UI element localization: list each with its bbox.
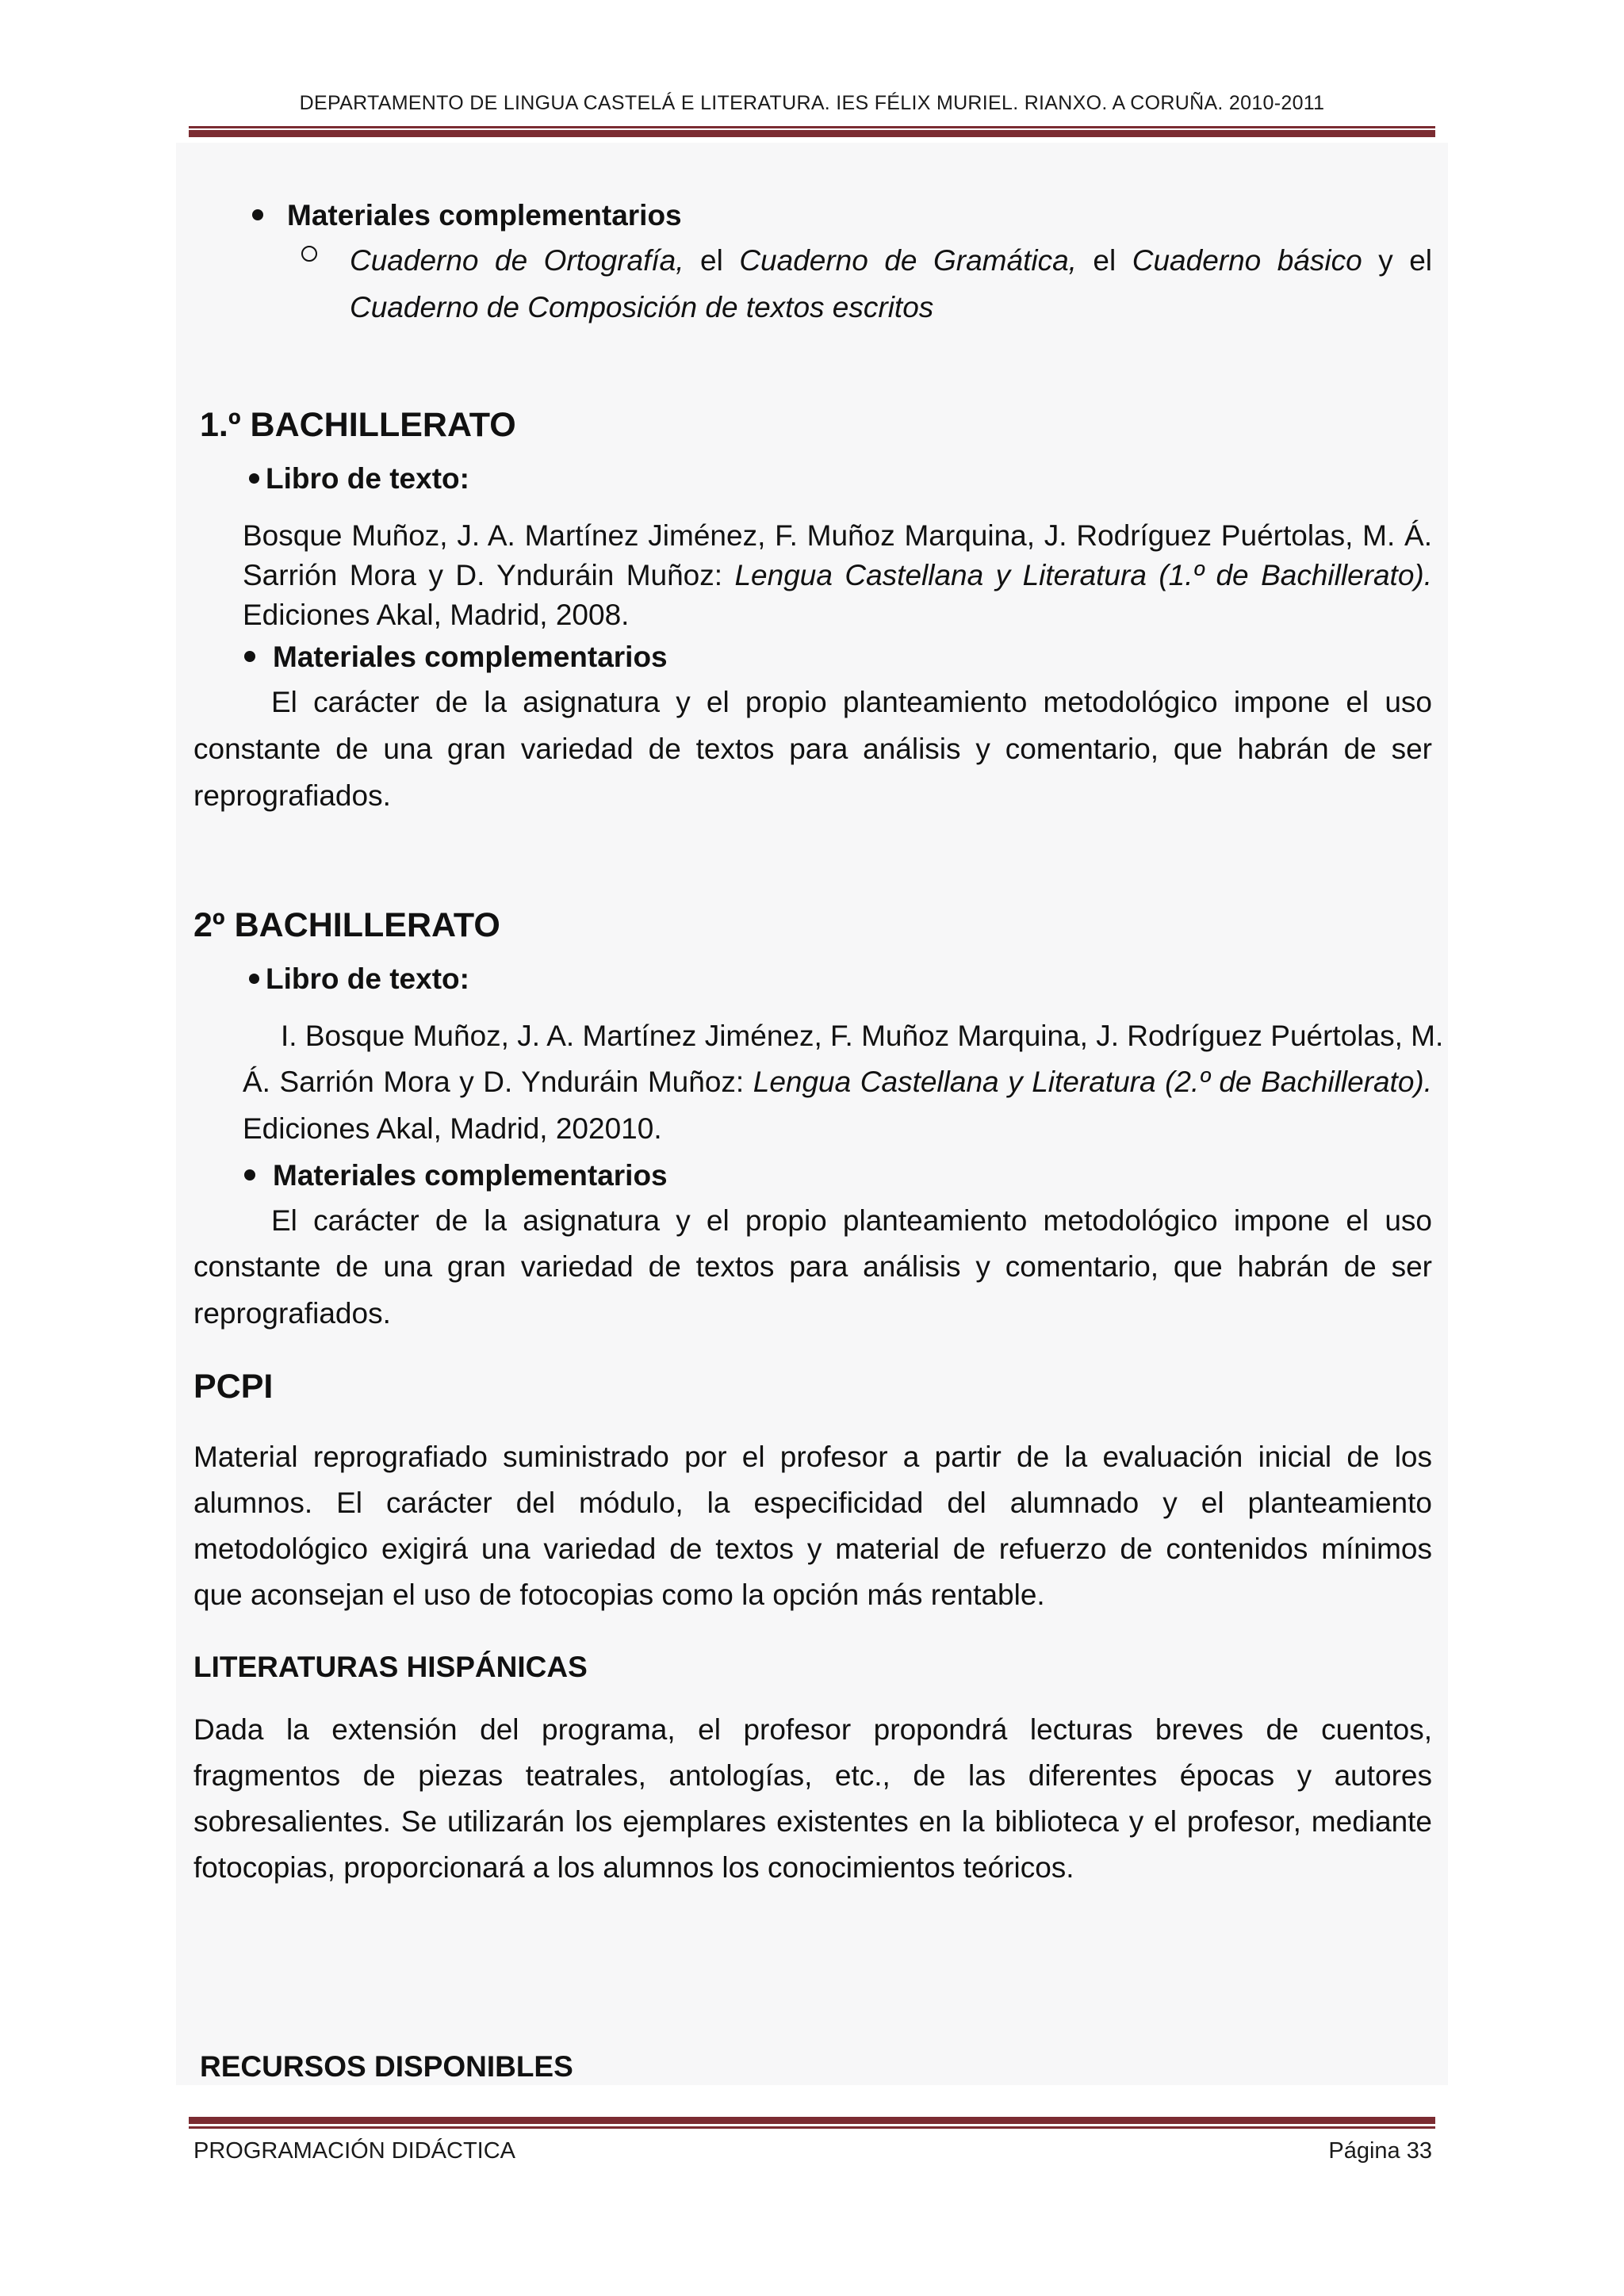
materiales-bullet-top	[252, 193, 682, 239]
connector-text: el	[684, 244, 740, 277]
literaturas-title: LITERATURAS HISPÁNICAS	[193, 1651, 588, 1683]
pcpi-line1: Material reprografiado suministrado por el profesor a partir de la evaluación inicial de los	[193, 1441, 1432, 1473]
bach1-para-line3: reprografiados.	[193, 779, 391, 812]
bullet-icon	[244, 651, 255, 662]
bach2-libro-bullet	[249, 956, 469, 1002]
authors-text: Á. Sarrión Mora y D. Ynduráin Muñoz:	[243, 1066, 753, 1098]
bach2-ref-line3: Ediciones Akal, Madrid, 202010.	[243, 1112, 662, 1145]
bach2-title: 2º BACHILLERATO	[193, 906, 500, 944]
footer-rule-thick	[189, 2117, 1435, 2124]
libro-label: Libro de texto:	[266, 962, 469, 995]
materiales-label: Materiales complementarios	[273, 1159, 668, 1192]
libro-label: Libro de texto:	[266, 462, 469, 495]
bach2-para-line2: constante de una gran variedad de textos para análisis y comentario, que habrán de ser	[193, 1250, 1432, 1283]
bach1-para-line2: constante de una gran variedad de textos para análisis y comentario, que habrán de ser	[193, 733, 1432, 765]
bullet-icon	[249, 974, 259, 984]
connector-text: y el	[1362, 244, 1433, 277]
authors-text: Sarrión Mora y D. Ynduráin Muñoz:	[243, 559, 735, 591]
bullet-icon	[249, 473, 259, 484]
bach2-materiales-bullet	[244, 1153, 668, 1199]
book-title: Lengua Castellana y Literatura (1.º de Bachillerato).	[734, 559, 1432, 591]
cuaderno-gramatica: Cuaderno de Gramática,	[739, 244, 1077, 277]
bach2-ref-line1: I. Bosque Muñoz, J. A. Martínez Jiménez, F. Muñoz Marquina, J. Rodríguez Puértolas, M.	[281, 1020, 1444, 1052]
pcpi-line3: metodológico exigirá una variedad de textos y material de refuerzo de contenidos mínimos	[193, 1533, 1432, 1565]
cuadernos-line1	[350, 238, 1432, 284]
pcpi-line4: que aconsejan el uso de fotocopias como la opción más rentable.	[193, 1578, 1045, 1611]
cuaderno-ortografia: Cuaderno de Ortografía,	[350, 244, 684, 277]
literaturas-line2: fragmentos de piezas teatrales, antologías, etc., de las diferentes épocas y autores	[193, 1759, 1432, 1792]
materiales-label: Materiales complementarios	[287, 199, 682, 232]
bach1-ref-line3: Ediciones Akal, Madrid, 2008.	[243, 599, 630, 631]
cuaderno-composicion: Cuaderno de Composición de textos escritos	[350, 291, 934, 323]
materiales-label: Materiales complementarios	[273, 641, 668, 673]
connector-text: el	[1076, 244, 1132, 277]
cuaderno-basico: Cuaderno básico	[1132, 244, 1362, 277]
literaturas-line4: fotocopias, proporcionará a los alumnos los conocimientos teóricos.	[193, 1851, 1074, 1884]
header-rule-thick	[189, 130, 1435, 137]
bach1-materiales-bullet	[244, 634, 668, 680]
bullet-icon	[252, 209, 263, 220]
literaturas-line3: sobresalientes. Se utilizarán los ejemplares existentes en la biblioteca y el profesor, mediante	[193, 1805, 1432, 1838]
sub-bullet-icon	[301, 248, 317, 264]
book-title: Lengua Castellana y Literatura (2.º de Bachillerato).	[753, 1066, 1433, 1098]
bach1-libro-bullet	[249, 456, 469, 502]
bullet-icon	[244, 1169, 255, 1181]
recursos-title: RECURSOS DISPONIBLES	[200, 2050, 573, 2083]
literaturas-line1: Dada la extensión del programa, el profesor propondrá lecturas breves de cuentos,	[193, 1713, 1432, 1746]
page-header: DEPARTAMENTO DE LINGUA CASTELÁ E LITERATURA. IES FÉLIX MURIEL. RIANXO. A CORUÑA. 2010-2011	[299, 92, 1325, 114]
bach2-para-line3: reprografiados.	[193, 1297, 391, 1330]
bach2-ref-line2	[243, 1059, 1432, 1105]
pcpi-line2: alumnos. El carácter del módulo, la especificidad del alumnado y el planteamiento	[193, 1487, 1432, 1519]
bach1-para-line1: El carácter de la asignatura y el propio planteamiento metodológico impone el uso	[271, 686, 1432, 718]
bach1-ref-line1: Bosque Muñoz, J. A. Martínez Jiménez, F. Muñoz Marquina, J. Rodríguez Puértolas, M. Á.	[243, 519, 1432, 552]
header-rule-thin	[189, 126, 1435, 128]
bach2-para-line1: El carácter de la asignatura y el propio planteamiento metodológico impone el uso	[271, 1204, 1432, 1237]
pcpi-title: PCPI	[193, 1368, 274, 1406]
footer-rule-thin	[189, 2126, 1435, 2129]
footer-left: PROGRAMACIÓN DIDÁCTICA	[193, 2138, 516, 2164]
bach1-title: 1.º BACHILLERATO	[200, 406, 516, 444]
page-number: Página 33	[1328, 2138, 1432, 2164]
